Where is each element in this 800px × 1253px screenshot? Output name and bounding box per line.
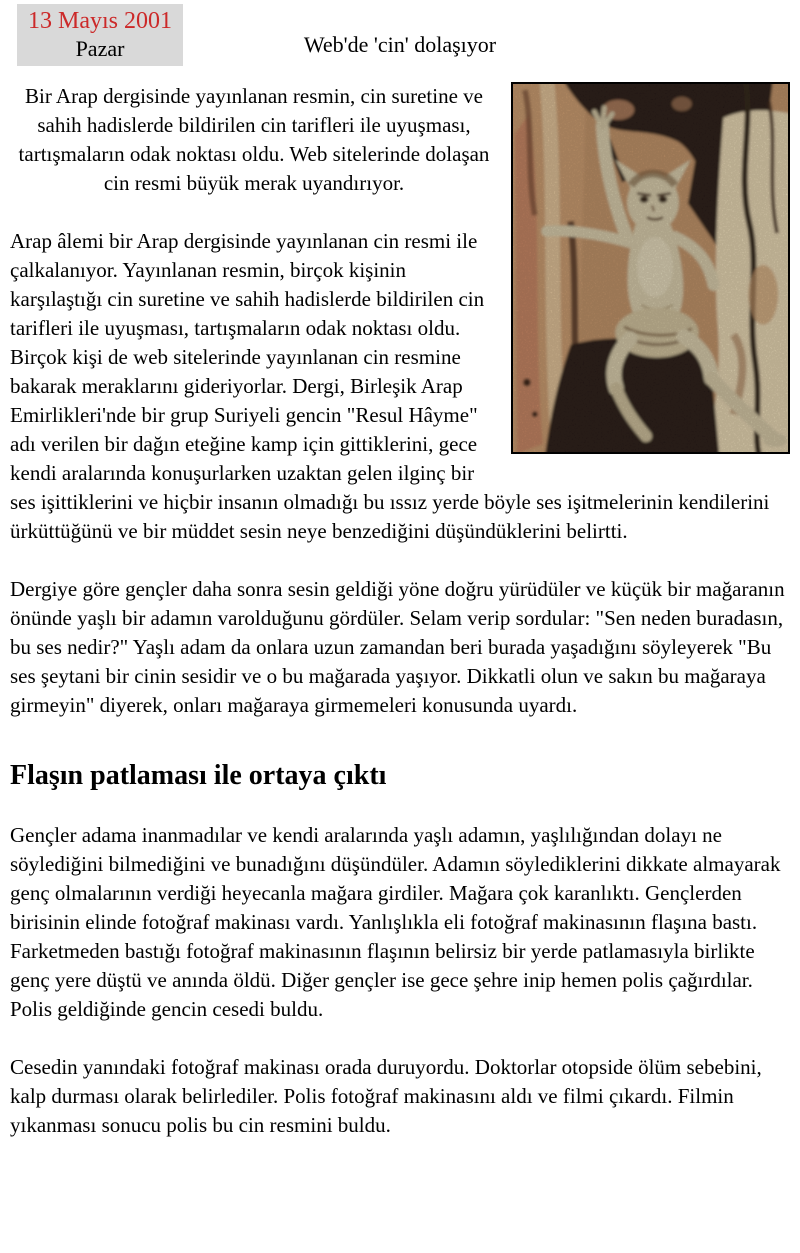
paragraph-autopsy: Cesedin yanındaki fotoğraf makinası orada duruyordu. Doktorlar otopside ölüm sebebini, kalp durması olarak belirlediler. Polis fotoğraf makinasını aldı ve filmi çıkardı. Filmin yıkanması sonucu polis bu cin resmini buldu.	[10, 1055, 762, 1137]
paragraph-arab-world: Arap âlemi bir Arap dergisinde yayınlanan cin resmi ile çalkalanıyor. Yayınlanan resmin, birçok kişinin karşılaştığı cin suretine ve sahih hadislerde bildirilen cin tarifleri ile uyuşması, tartışmaların odak noktası oldu. Birçok kişi de web sitelerinde yayınlanan cin resmine bakarak meraklarını gideriyorlar. Dergi, Birleşik Arap Emirlikleri'nde bir grup Suriyeli gencin "Resul Hâyme" adı verilen bir dağın eteğine kamp için gittiklerini, gece kendi aralarında konuşurlarken uzaktan gelen ilginç bir ses işittiklerini ve hiçbir insanın olmadığı bu ıssız yerde böyle ses işitmelerinin kendilerini ürküttüğünü ve bir müddet sesin neye benzediğini düşündüklerini belirtti.	[10, 229, 770, 543]
paragraph-cave-old-man: Dergiye göre gençler daha sonra sesin geldiği yöne doğru yürüdüler ve küçük bir mağaranın önünde yaşlı bir adamın varolduğunu gördüler. Selam verip sordular: "Sen neden buradasın, bu ses nedir?" Yaşlı adam da onlara uzun zamandan beri burada yaşadığını söyleyerek "Bu ses şeytani bir cinin sesidir ve o bu mağarada yaşıyor. Dikkatli olun ve sakın bu mağaraya girmeyin" diyerek, onları mağaraya girmemeleri konusunda uyardı.	[10, 577, 785, 717]
jinn-photo	[511, 82, 790, 454]
paragraph-flash: Gençler adama inanmadılar ve kendi aralarında yaşlı adamın, yaşlılığından dolayı ne söylediğini bilmediğini ve bunadığını düşündüler. Adamın söylediklerini dikkate almayarak genç olmalarının verdiği heyecanla mağara girdiler. Mağara çok karanlıktı. Gençlerden birisinin elinde fotoğraf makinası vardı. Yanlışlıkla eli fotoğraf makinasının flaşına bastı. Farketmeden bastığı fotoğraf makinasının flaşının belirsiz bir yerde patlamasıyla birlikte genç yere düştü ve anında öldü. Diğer gençler ise gece şehre inip hemen polis çağırdılar. Polis geldiğinde gencin cesedi buldu.	[10, 823, 781, 1021]
article-body	[10, 82, 790, 1140]
page-header	[10, 4, 790, 76]
lead-paragraph: Bir Arap dergisinde yayınlanan resmin, cin suretine ve sahih hadislerde bildirilen cin tarifleri ile uyuşması, tartışmaların odak noktası oldu. Web sitelerinde dolaşan cin resmi büyük merak uyandırıyor.	[18, 84, 490, 195]
day-text: Pazar	[75, 36, 125, 61]
date-box	[17, 4, 183, 66]
section-heading: Flaşın patlaması ile ortaya çıktı	[10, 760, 387, 791]
date-text: 13 Mayıs 2001	[28, 8, 172, 34]
jinn-photo-illustration	[513, 84, 788, 452]
page-title: Web'de 'cin' dolaşıyor	[303, 32, 497, 57]
